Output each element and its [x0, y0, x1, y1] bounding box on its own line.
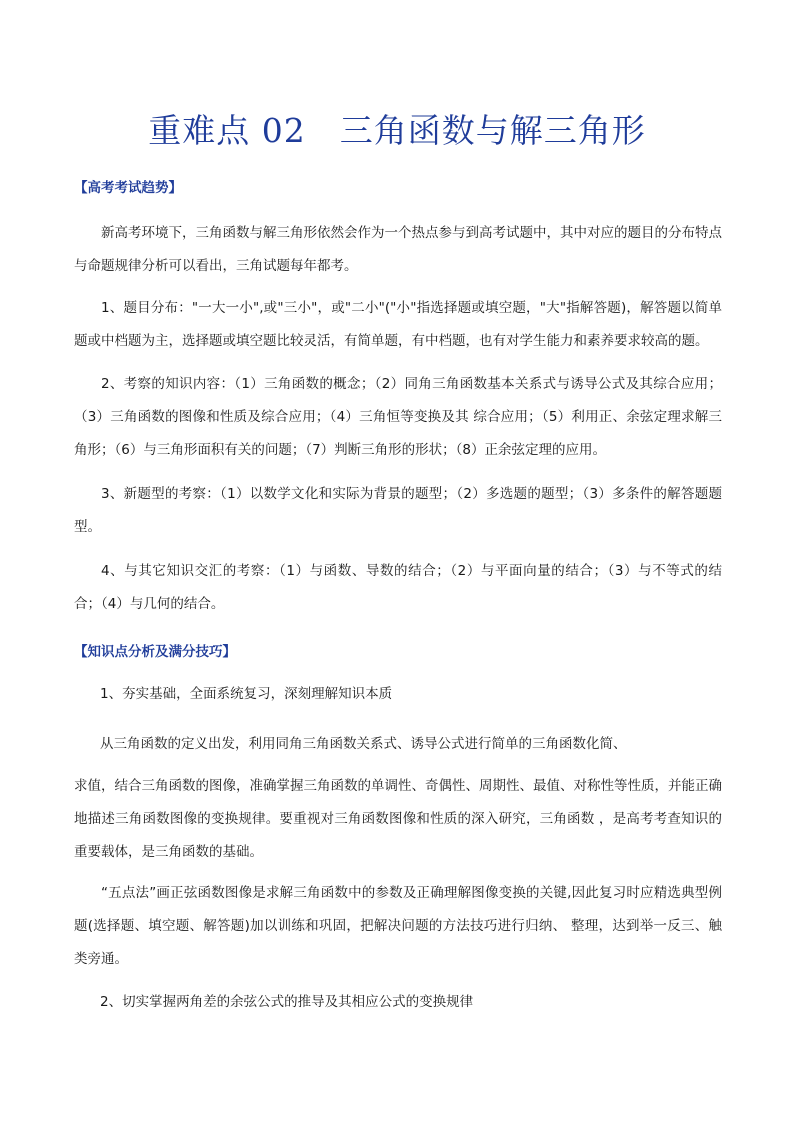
section-heading-exam-trend: 【高考考试趋势】 — [74, 180, 182, 196]
paragraph-definition-first-line: 从三角函数的定义出发，利用同角三角函数关系式、诱导公式进行简单的三角函数化简、 — [100, 736, 627, 752]
document-title: 重难点 02 三角函数与解三角形 — [148, 111, 646, 150]
section-heading-knowledge: 【知识点分析及满分技巧】 — [74, 644, 236, 660]
point-1: 1、夯实基础，全面系统复习，深刻理解知识本质 — [100, 686, 393, 702]
paragraph-definition-rest: 求值，结合三角函数的图像，准确掌握三角函数的单调性、奇偶性、周期性、最值、对称性等性质，并能正确地描述三角函数图像的变换规律。要重视对三角函数图像和性质的深入研究，三角函数 ，是高考考查知识的重要载体，是三角函数的基础。 — [74, 778, 722, 860]
paragraph-item-1: 1、题目分布："一大一小",或"三小"，或"二小"("小"指选择题或填空题，"大"指解答题)，解答题以简单题或中档题为主，选择题或填空题比较灵活，有简单题，有中档题，也有对学生能力和素养要求较高的题。 — [74, 300, 722, 349]
paragraph-intro: 新高考环境下，三角函数与解三角形依然会作为一个热点参与到高考试题中，其中对应的题目的分布特点与命题规律分析可以看出，三角试题每年都考。 — [74, 225, 722, 274]
point-2: 2、切实掌握两角差的余弦公式的推导及其相应公式的变换规律 — [100, 994, 474, 1010]
paragraph-five-point: “五点法”画正弦函数图像是求解三角函数中的参数及正确理解图像变换的关键,因此复习时应精选典型例题(选择题、填空题、解答题)加以训练和巩固，把解决问题的方法技巧进行归纳、 整理，达到举一反三、触类旁通。 — [74, 885, 722, 967]
paragraph-item-4: 4、与其它知识交汇的考察：（1）与函数、导数的结合；（2）与平面向量的结合；（3）与不等式的结合；（4）与几何的结合。 — [74, 563, 722, 612]
paragraph-item-2: 2、考察的知识内容：（1）三角函数的概念；（2）同角三角函数基本关系式与诱导公式及其综合应用；（3）三角函数的图像和性质及综合应用；（4）三角恒等变换及其 综合应用；（5）利用正、余弦定理求解三角形；（6）与三角形面积有关的问题；（7）判断三角形的形状；（8）正余弦定理的应用。 — [74, 376, 722, 458]
paragraph-item-3: 3、新题型的考察：（1）以数学文化和实际为背景的题型；（2）多选题的题型；（3）多条件的解答题题型。 — [74, 486, 722, 535]
